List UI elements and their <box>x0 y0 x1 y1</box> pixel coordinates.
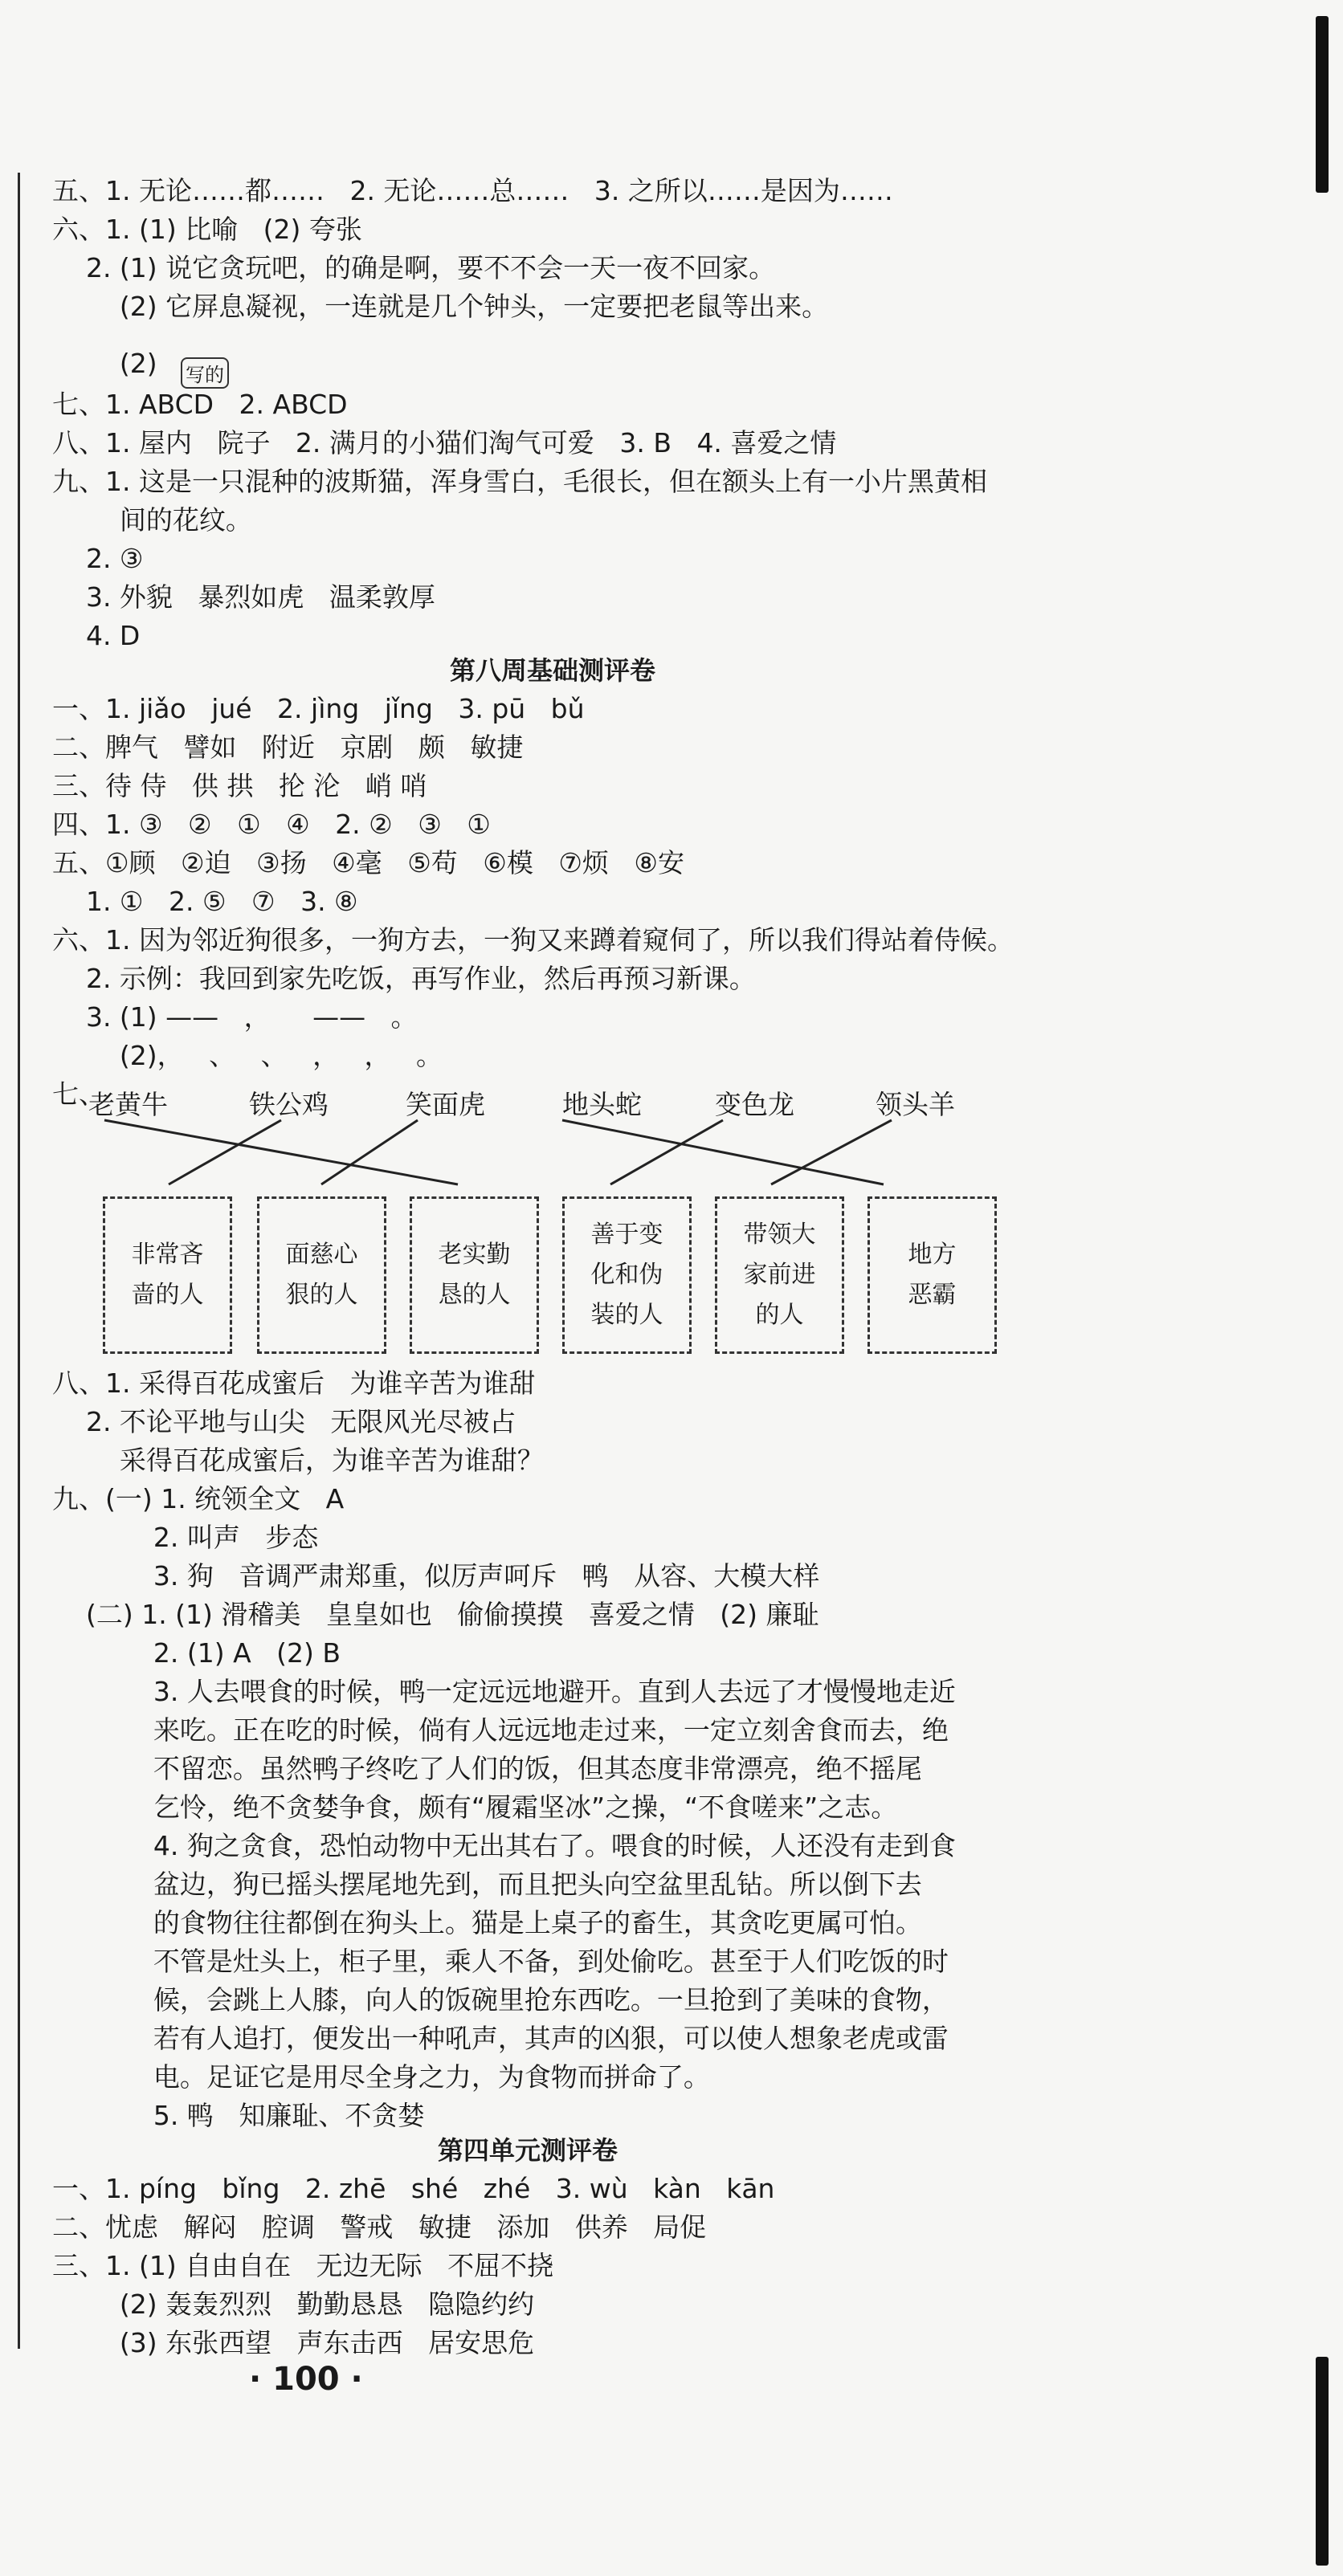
answer-line: 3. 人去喂食的时候，鸭一定远远地避开。直到人去远了才慢慢地走近 <box>52 1676 956 1707</box>
matching-word: 铁公鸡 <box>249 1089 329 1120</box>
margin-line <box>18 173 20 2349</box>
answer-line: 三、1. (1) 自由自在 无边无际 不屈不挠 <box>52 2250 554 2281</box>
match-line <box>562 1120 884 1184</box>
answer-line: 九、(一) 1. 统领全文 A <box>52 1483 345 1514</box>
matching-box: 非常吝 啬的人 <box>103 1196 232 1354</box>
answer-line: 四、1. ③ ② ① ④ 2. ② ③ ① <box>52 809 491 840</box>
answer-line: 八、1. 采得百花成蜜后 为谁辛苦为谁甜 <box>52 1367 536 1399</box>
answer-line: 一、1. jiǎo jué 2. jìng jǐng 3. pū bǔ <box>52 693 585 724</box>
answer-line: 六、1. (1) 比喻 (2) 夸张 <box>52 214 362 245</box>
matching-label: 七、 <box>52 1078 105 1110</box>
answer-line: 九、1. 这是一只混种的波斯猫，浑身雪白，毛很长，但在额头上有一小片黑黄相 <box>52 466 987 497</box>
match-line <box>169 1120 281 1184</box>
matching-word: 老黄牛 <box>88 1089 168 1120</box>
matching-box: 老实勤 恳的人 <box>410 1196 539 1354</box>
answer-line: 采得百花成蜜后，为谁辛苦为谁甜？ <box>52 1445 544 1476</box>
answer-line: 五、①顾 ②迫 ③扬 ④毫 ⑤苟 ⑥模 ⑦烦 ⑧安 <box>52 847 684 878</box>
answer-line: 若有人追打，便发出一种吼声，其声的凶狠，可以使人想象老虎或雷 <box>52 2023 949 2054</box>
matching-word: 领头羊 <box>876 1089 955 1120</box>
answer-line: 来吃。正在吃的时候，倘有人远远地走过来，一定立刻舍食而去，绝 <box>52 1714 949 1746</box>
answer-line: (2) <box>52 348 157 379</box>
matching-box: 善于变 化和伪 装的人 <box>562 1196 692 1354</box>
answer-line: 5. 鸭 知廉耻、不贪婪 <box>52 2100 425 2131</box>
edge-mark-bottom <box>1316 2357 1329 2566</box>
answer-line: 2. 示例：我回到家先吃饭，再写作业，然后再预习新课。 <box>52 963 756 994</box>
answer-line: 不留恋。虽然鸭子终吃了人们的饭，但其态度非常漂亮，绝不摇尾 <box>52 1753 922 1784</box>
answer-line: 盆边，狗已摇头摆尾地先到，而且把头向空盆里乱钻。所以倒下去 <box>52 1869 922 1900</box>
answer-line: 4. 狗之贪食，恐怕动物中无出其右了。喂食的时候，人还没有走到食 <box>52 1830 956 1861</box>
answer-line: (二) 1. (1) 滑稽美 皇皇如也 偷偷摸摸 喜爱之情 (2) 廉耻 <box>52 1599 819 1630</box>
edge-mark-top <box>1316 16 1329 193</box>
answer-line: (2) 它屏息凝视，一连就是几个钟头，一定要把老鼠等出来。 <box>52 291 829 322</box>
answer-line: 2. ③ <box>52 543 144 574</box>
answer-line: 2. (1) 说它贪玩吧，的确是啊，要不不会一天一夜不回家。 <box>52 252 776 283</box>
answer-line: 七、1. ABCD 2. ABCD <box>52 389 348 420</box>
section-title: 第八周基础测评卷 <box>450 655 656 686</box>
matching-word: 地头蛇 <box>562 1089 642 1120</box>
answer-line: 3. (1) —— ， —— 。 <box>52 1001 418 1033</box>
answer-line: 的食物往往都倒在狗头上。猫是上桌子的畜生，其贪吃更属可怕。 <box>52 1907 922 1938</box>
answer-line: 2. 不论平地与山尖 无限风光尽被占 <box>52 1406 516 1437</box>
answer-line: 2. 叫声 步态 <box>52 1522 319 1553</box>
answer-line: 3. 狗 音调严肃郑重，似厉声呵斥 鸭 从容、大模大样 <box>52 1560 820 1592</box>
answer-line: (2)， 、 、 ， ， 。 <box>52 1040 443 1071</box>
handwritten-doodle: 写的 <box>181 357 229 389</box>
matching-box: 带领大 家前进 的人 <box>715 1196 844 1354</box>
answer-line: 五、1. 无论……都…… 2. 无论……总…… 3. 之所以……是因为…… <box>52 175 893 206</box>
answer-line: (2) 轰轰烈烈 勤勤恳恳 隐隐约约 <box>52 2289 535 2320</box>
answer-line: 不管是灶头上，柜子里，乘人不备，到处偷吃。甚至于人们吃饭的时 <box>52 1946 949 1977</box>
answer-line: 乞怜，绝不贪婪争食，颇有“履霜坚冰”之操，“不食嗟来”之志。 <box>52 1791 898 1823</box>
answer-line: 八、1. 屋内 院子 2. 满月的小猫们淘气可爱 3. B 4. 喜爱之情 <box>52 427 837 459</box>
matching-word: 笑面虎 <box>406 1089 485 1120</box>
answer-line: 二、忧虑 解闷 腔调 警戒 敏捷 添加 供养 局促 <box>52 2211 707 2243</box>
answer-line: 三、待 侍 供 拱 抡 沦 峭 哨 <box>52 770 427 801</box>
answer-line: 3. 外貌 暴烈如虎 温柔敦厚 <box>52 581 435 613</box>
matching-word: 变色龙 <box>715 1089 794 1120</box>
answer-line: (3) 东张西望 声东击西 居安思危 <box>52 2327 535 2358</box>
answer-line: 1. ① 2. ⑤ ⑦ 3. ⑧ <box>52 886 358 917</box>
answer-line: 间的花纹。 <box>52 504 252 536</box>
answer-line: 六、1. 因为邻近狗很多，一狗方去，一狗又来蹲着窥伺了，所以我们得站着侍候。 <box>52 924 1014 956</box>
page-number: · 100 · <box>249 2361 363 2398</box>
answer-line: 电。足证它是用尽全身之力，为食物而拼命了。 <box>52 2061 710 2093</box>
answer-line: 2. (1) A (2) B <box>52 1637 341 1669</box>
match-line <box>610 1120 723 1184</box>
matching-box: 地方 恶霸 <box>867 1196 997 1354</box>
answer-line: 4. D <box>52 620 141 651</box>
answer-line: 二、脾气 譬如 附近 京剧 颇 敏捷 <box>52 732 524 763</box>
answer-line: 一、1. píng bǐng 2. zhē shé zhé 3. wù kàn kān <box>52 2173 775 2204</box>
section-title: 第四单元测评卷 <box>438 2135 618 2166</box>
answer-line: 候，会跳上人膝，向人的饭碗里抢东西吃。一旦抢到了美味的食物， <box>52 1984 949 2016</box>
matching-box: 面慈心 狠的人 <box>257 1196 386 1354</box>
